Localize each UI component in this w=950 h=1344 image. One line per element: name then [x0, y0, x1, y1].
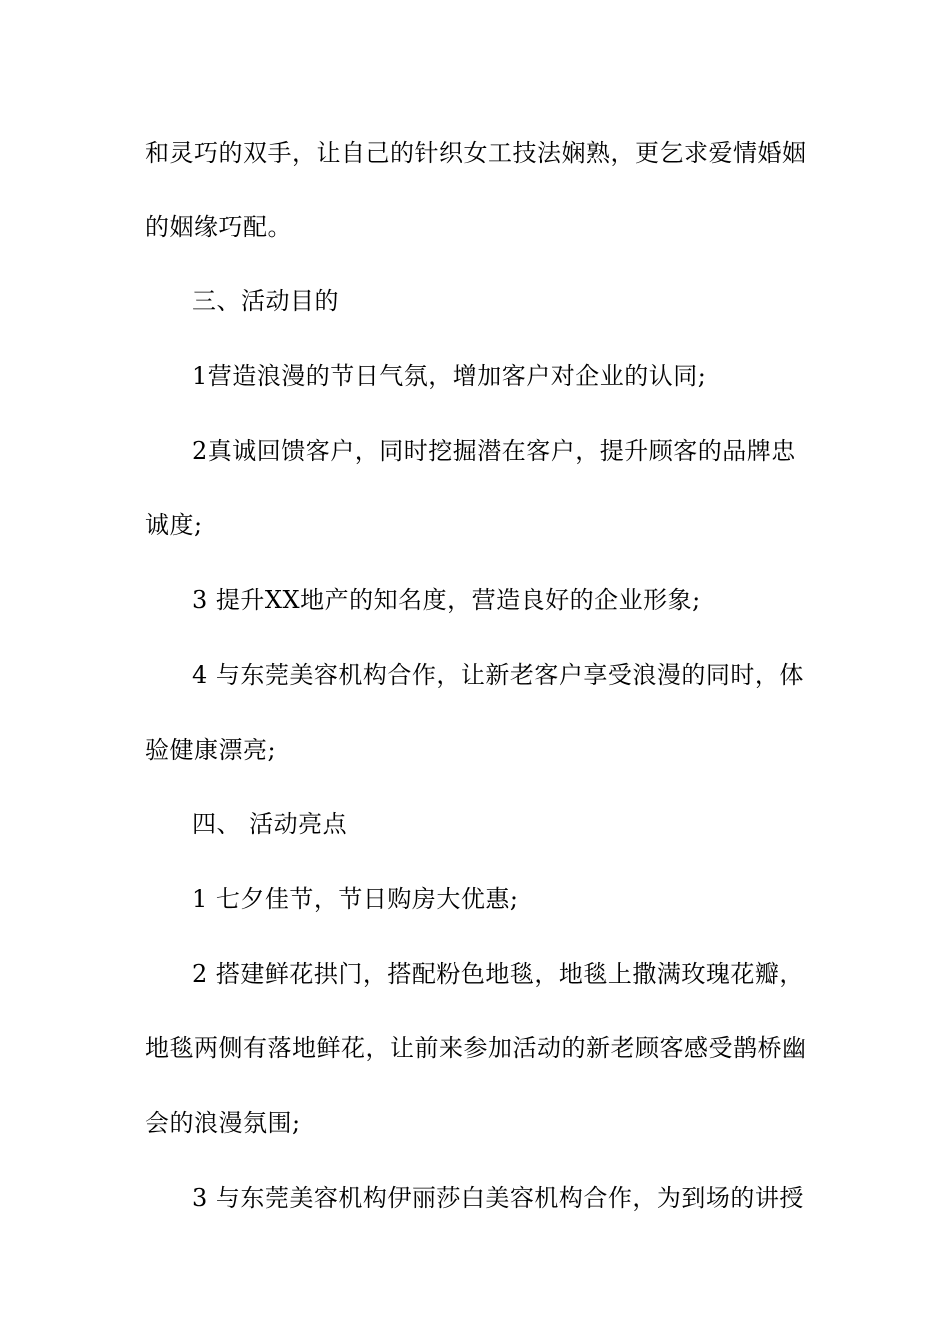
paragraph-line: 地毯两侧有落地鲜花，让前来参加活动的新老顾客感受鹊桥幽	[145, 1034, 807, 1062]
paragraph-line: 验健康漂亮;	[145, 736, 277, 764]
paragraph-line: 和灵巧的双手，让自己的针织女工技法娴熟，更乞求爱情婚姻	[145, 139, 807, 167]
list-item: 3 提升XX地产的知名度，营造良好的企业形象;	[192, 586, 701, 614]
list-item: 1 七夕佳节，节日购房大优惠;	[192, 885, 519, 913]
list-item: 4 与东莞美容机构合作，让新老客户享受浪漫的同时，体	[192, 661, 804, 689]
paragraph-line: 的姻缘巧配。	[145, 213, 292, 241]
list-item: 1营造浪漫的节日气氛，增加客户对企业的认同;	[192, 362, 707, 390]
list-item: 2 搭建鲜花拱门，搭配粉色地毯，地毯上撒满玫瑰花瓣，	[192, 960, 804, 988]
paragraph-line: 诚度;	[145, 511, 203, 539]
list-item: 2真诚回馈客户，同时挖掘潜在客户，提升顾客的品牌忠	[192, 437, 796, 465]
section-heading: 四、 活动亮点	[192, 810, 348, 838]
section-heading: 三、活动目的	[192, 287, 339, 315]
paragraph-line: 会的浪漫氛围;	[145, 1109, 301, 1137]
list-item: 3 与东莞美容机构伊丽莎白美容机构合作，为到场的讲授	[192, 1184, 804, 1212]
